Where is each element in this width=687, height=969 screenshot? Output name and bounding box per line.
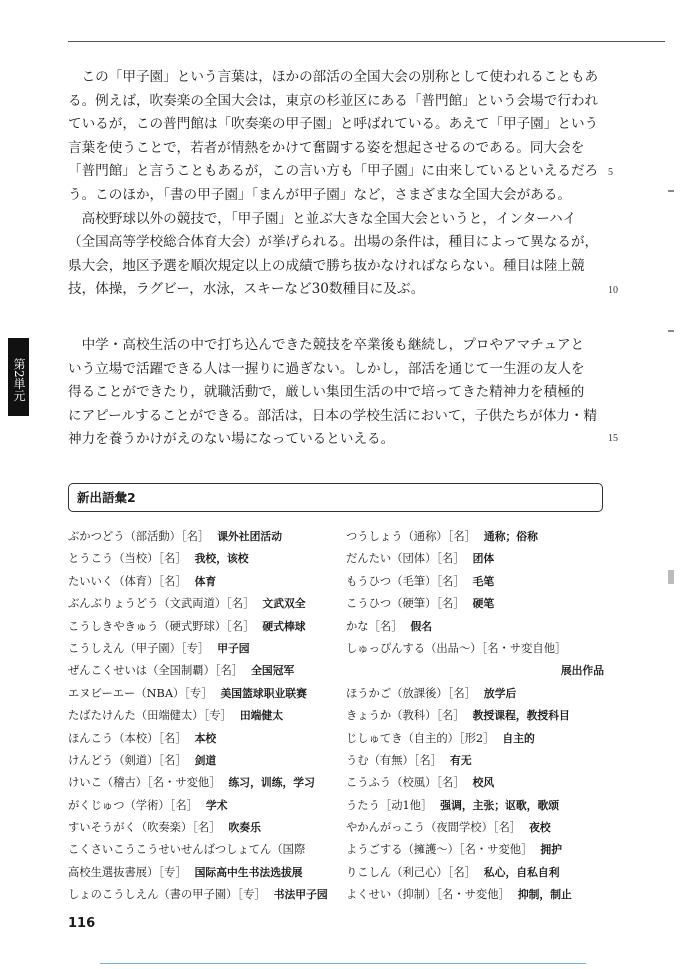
vocab-entry [68,884,343,906]
vocab-meaning: 甲子园 [217,641,250,655]
vocab-term: もうひつ（毛筆）［名］ [346,574,465,588]
vocab-term: つうしょう（通称）［名］ [346,530,476,543]
vocab-entry [68,728,343,750]
vocab-meaning: 学术 [205,798,228,812]
vocab-meaning: 硬笔 [472,597,495,611]
vocab-meaning: 本校 [194,731,217,745]
vocab-term: ほんこう（本校）［名］ [68,731,187,745]
vocab-entry [68,839,343,861]
vocab-meaning: 展出作品 [560,664,604,678]
vocab-entry [68,750,343,772]
vocab-term: たいいく（体育）［名］ [68,574,187,588]
vocab-meaning: 有无 [450,753,472,767]
vocab-meaning: 课外社团活动 [217,530,282,543]
vocab-entry [68,593,343,615]
vocab-entry [68,526,343,548]
vocab-term: ぜんこくせいは（全国制覇）［名］ [68,664,244,678]
vocab-meaning: 全国冠军 [251,664,295,678]
top-rule [68,41,665,42]
vocab-entry [346,571,604,593]
vocab-meaning: 田端健太 [239,709,283,723]
text-line: 県大会，地区予選を順次規定以上の成績で勝ち抜かなければならない。種目は陸上競 [68,257,585,274]
vocab-term: うたう［动1他］ [346,798,433,812]
vocab-meaning: 放学后 [483,686,517,700]
text-line: いう立場で活躍できる人は一握りに過ぎない。しかし，部活を通じて一生涯の友人を [68,360,585,377]
vocab-term: 高校生選抜書展）［专］ [68,865,187,879]
vocab-column-left [68,526,343,907]
vocab-entry [346,772,604,794]
vocab-term: けんどう（剣道）［名］ [68,753,187,767]
vocab-entry [346,548,604,570]
vocab-entry [346,705,604,727]
vocab-term: ぶんぶりょうどう（文武両道）［名］ [68,597,255,611]
vocab-meaning: 文武双全 [262,597,306,611]
vocab-meaning: 吹奏乐 [228,821,261,835]
text-line: にアピールすることができる。部活は，日本の学校生活において，子供たちが体力・精 [68,407,598,424]
text-line: 神力を養うかけがえのない場になっているといえる。 [68,431,395,448]
vocab-meaning: 练习，训练，学习 [228,776,315,790]
scan-mark [668,570,674,584]
text-line: う。このほか，「書の甲子園」「まんが甲子園」など，さまざまな全国大会がある。 [68,186,571,203]
text-line: 得ることができたり，就職活動で，厳しい集団生活の中で培ってきた精神力を積極的 [68,384,585,401]
vocab-term: ほうかご（放課後）［名］ [346,686,476,700]
vocab-entry [346,839,604,861]
line-number: 5 [608,167,613,178]
page-bottom-line [100,963,586,964]
unit-side-tab: 第2単元 [8,338,29,416]
line-number: 15 [608,433,618,444]
vocab-entry [346,616,604,638]
vocab-term: しゅっぴんする（出品～）［名・サ変自他］ [346,641,567,655]
scan-mark [668,330,674,332]
vocab-term: だんたい（団体）［名］ [346,552,465,566]
vocab-column-right [346,526,604,907]
vocab-entry [346,728,604,750]
vocab-term: エヌビーエー（NBA）［专］ [68,686,213,700]
vocab-meaning: 强调，主张；讴歌，歌颂 [440,798,560,812]
vocab-entry [346,862,604,884]
scan-mark [668,190,674,192]
vocab-term: けいこ（稽古）［名・サ変他］ [68,776,221,790]
vocab-term: やかんがっこう（夜間学校）［名］ [346,821,522,835]
vocab-meaning: 抑制，制止 [517,888,572,902]
vocab-meaning: 我校，该校 [194,552,249,566]
vocab-meaning: 书法甲子园 [273,888,328,902]
vocab-term: こうしえん（甲子園）［专］ [68,641,210,655]
vocab-meaning: 自主的 [502,731,535,745]
vocab-meaning: 硬式棒球 [262,619,306,633]
paragraph-1 [68,66,613,302]
vocab-meaning: 国际高中生书法选拔展 [194,865,303,879]
vocab-meaning: 通称；俗称 [483,530,538,543]
vocab-title: 新出語彙2 [68,483,603,512]
vocab-term: かな［名］ [346,619,403,633]
vocab-meaning: 校风 [472,776,495,790]
vocab-meaning: 毛笔 [472,574,495,588]
vocab-entry [346,884,604,906]
text-line: 中学・高校生活の中で打ち込んできた競技を卒業後も継続し，プロやアマチュアと [68,337,585,353]
text-line: 「普門館」と言うこともあるが，この言い方も「甲子園」に由来しているといえるだろ [68,163,599,180]
vocab-entry [346,660,604,682]
line-number: 10 [608,285,618,296]
paragraph-2 [68,334,613,452]
text-line: 高校野球以外の競技で，「甲子園」と並ぶ大きな全国大会というと，インターハイ [68,210,577,227]
vocab-meaning: 美国篮球职业联赛 [220,686,307,700]
vocab-term: とうこう（当校）［名］ [68,552,187,566]
vocab-entry [346,638,604,660]
vocab-entry [68,616,343,638]
vocab-term: こくさいこうこうせいせんばつしょてん（国際 [68,843,306,857]
text-line: ているが，この普門館は「吹奏楽の甲子園」と呼ばれている。あえて「甲子園」という [68,116,599,133]
vocab-entry [68,571,343,593]
vocab-entry [346,817,604,839]
vocab-entry [346,795,604,817]
text-line: この「甲子園」という言葉は，ほかの部活の全国大会の別称として使われることもあ [68,69,599,85]
vocab-entry [346,593,604,615]
text-line: 言葉を使うことで，若者が情熱をかけて奮闘する姿を想起させるのである。同大会を [68,139,585,156]
page-number: 116 [68,916,96,931]
vocab-term: きょうか（教科）［名］ [346,709,465,723]
vocab-entry [68,548,343,570]
vocab-term: しょのこうしえん（書の甲子園）［专］ [68,888,266,902]
vocab-term: じしゅてき（自主的）［形2］ [346,731,495,745]
vocab-meaning: 假名 [410,619,433,633]
vocab-meaning: 剑道 [194,753,217,767]
vocab-term: がくじゅつ（学術）［名］ [68,798,198,812]
vocab-entry [346,683,604,705]
vocab-meaning: 夜校 [529,821,551,835]
vocab-term: たばたけんた（田端健太）［专］ [68,709,232,723]
text-line: 技，体操，ラグビー，水泳，スキーなど30数種目に及ぶ。 [68,281,425,298]
vocab-term: ぶかつどう（部活動）［名］ [68,530,210,543]
vocab-meaning: 拥护 [540,843,562,857]
vocab-entry [68,772,343,794]
vocab-term: うむ（有無）［名］ [346,753,443,767]
vocab-meaning: 私心，自私自利 [483,865,560,879]
vocab-term: こうしきやきゅう（硬式野球）［名］ [68,619,255,633]
vocab-entry [346,750,604,772]
vocab-entry [68,705,343,727]
vocab-entry [68,683,343,705]
vocab-entry [68,638,343,660]
vocab-term: すいそうがく（吹奏楽）［名］ [68,821,221,835]
vocab-entry [346,526,604,548]
vocab-meaning: 教授课程，教授科目 [472,709,570,723]
vocab-entry [68,817,343,839]
vocab-meaning: 体育 [194,574,217,588]
vocab-term: りこしん（利己心）［名］ [346,865,476,879]
vocab-term: こうふう（校風）［名］ [346,776,465,790]
vocab-term: こうひつ（硬筆）［名］ [346,597,465,611]
vocab-entry [68,795,343,817]
vocab-term: ようごする（擁護～）［名・サ変他］ [346,843,533,857]
text-line: （全国高等学校総合体育大会）が挙げられる。出場の条件は，種目によって異なるが， [68,234,599,251]
vocab-entry [68,660,343,682]
vocab-term: よくせい（抑制）［名・サ変他］ [346,888,510,902]
vocab-entry [68,862,343,884]
vocab-meaning: 团体 [472,552,495,566]
text-line: る。例えば，吹奏楽の全国大会は，東京の杉並区にある「普門館」という会場で行われ [68,92,599,109]
